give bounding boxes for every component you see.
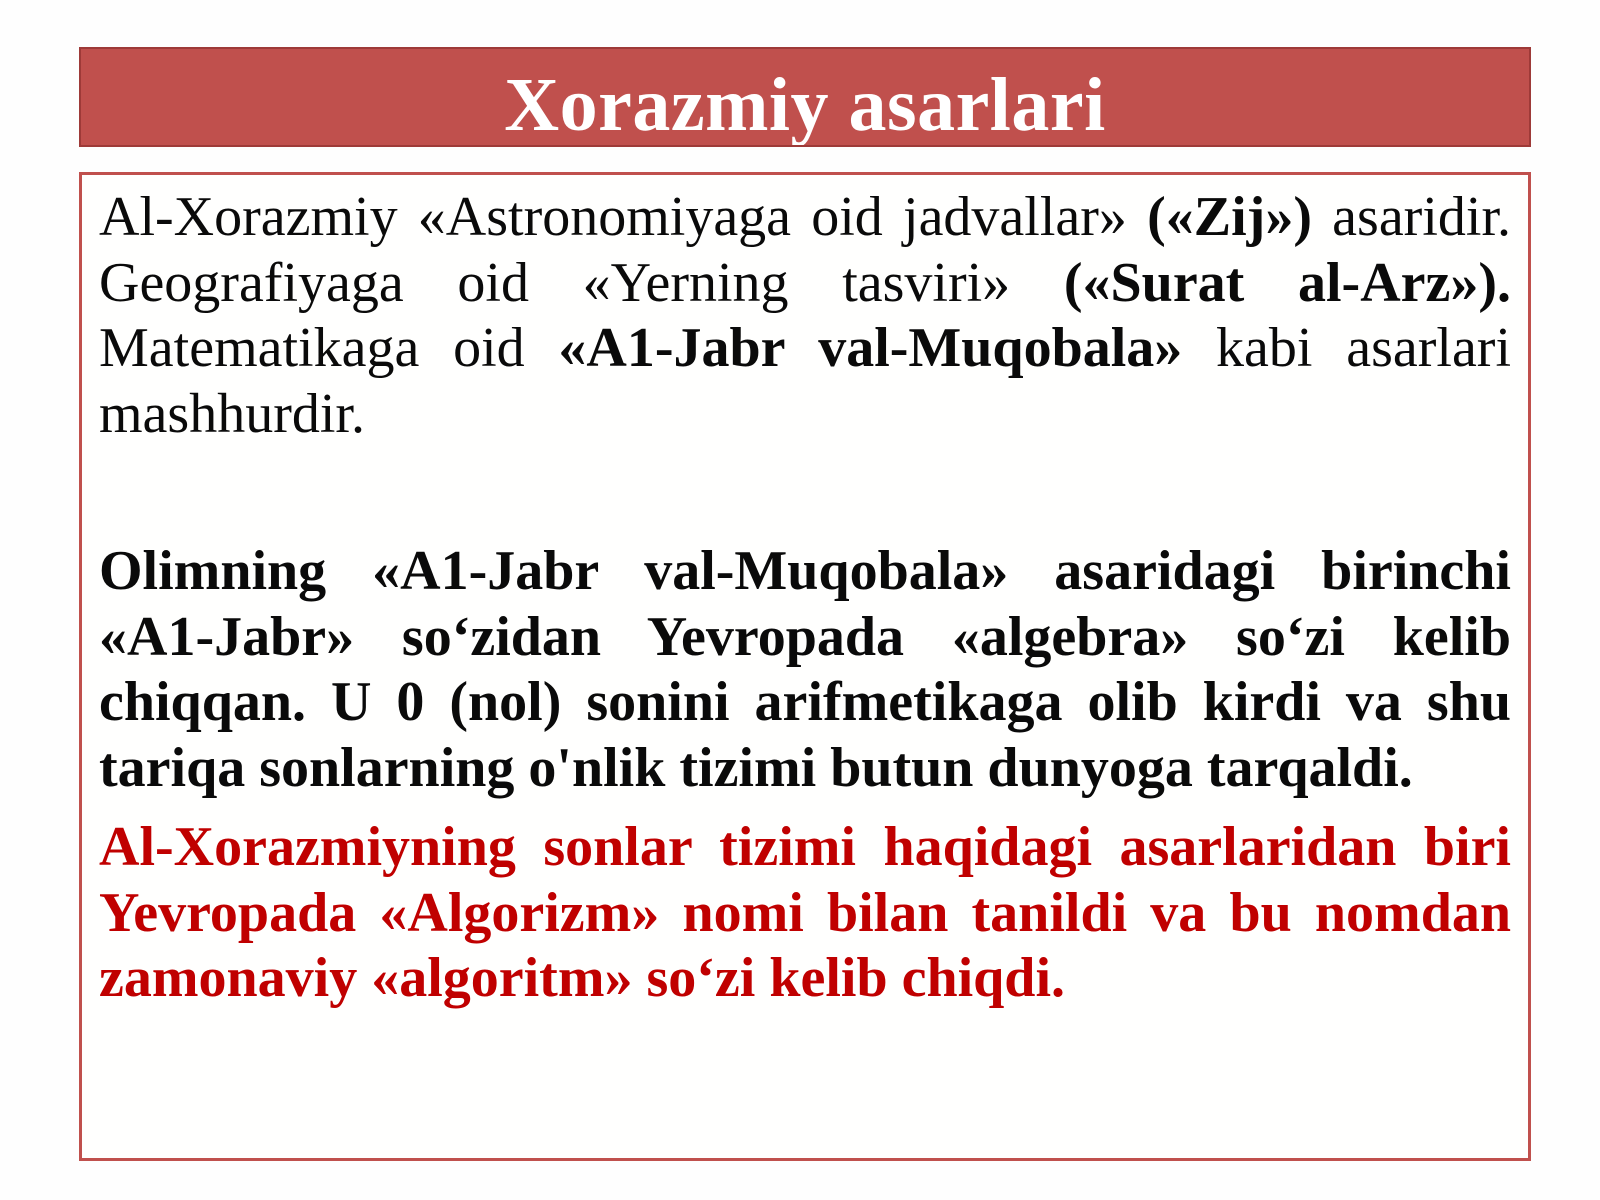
- paragraph-works-text-4: kabi asarlari mashhurdir.: [99, 317, 1512, 445]
- slide-title: Xorazmiy asarlari: [504, 63, 1106, 147]
- content-box: [79, 172, 1531, 1161]
- paragraph-works-bold-zij: («Zij»): [1147, 186, 1312, 248]
- paragraph-algebra: Olimning «A1-Jabr val-Muqobala» asaridagi birinchi «A1-Jabr» so‘zidan Yevropada «algebra» so‘zi kelib chiqqan. U 0 (nol) sonini arifmetikaga olib kirdi va shu tariqa sonlarning o'nlik tizimi butun dunyoga tarqaldi.: [99, 540, 1511, 799]
- paragraph-works: [99, 185, 1511, 447]
- title-banner: [79, 47, 1531, 147]
- content-text-area: [99, 185, 1511, 1012]
- paragraph-algorithm: Al-Xorazmiyning sonlar tizimi haqidagi asarlaridan biri Yevropada «Algorizm» nomi bilan tanildi va bu nomdan zamonaviy «algoritm» so‘zi kelib chiqdi.: [99, 816, 1511, 1009]
- paragraph-works-text-3: Matematikaga oid: [99, 317, 559, 379]
- paragraph-works-text-2: asaridir. Geografiyaga oid «Yerning tasviri»: [99, 186, 1511, 314]
- paragraph-works-text-1: Al-Xorazmiy «Astronomiyaga oid jadvallar»: [99, 186, 1148, 248]
- paragraph-works-bold-surat: («Surat al-Arz»).: [1063, 251, 1512, 314]
- paragraph-works-bold-jabr: «A1-Jabr val-Muqobala»: [558, 317, 1183, 379]
